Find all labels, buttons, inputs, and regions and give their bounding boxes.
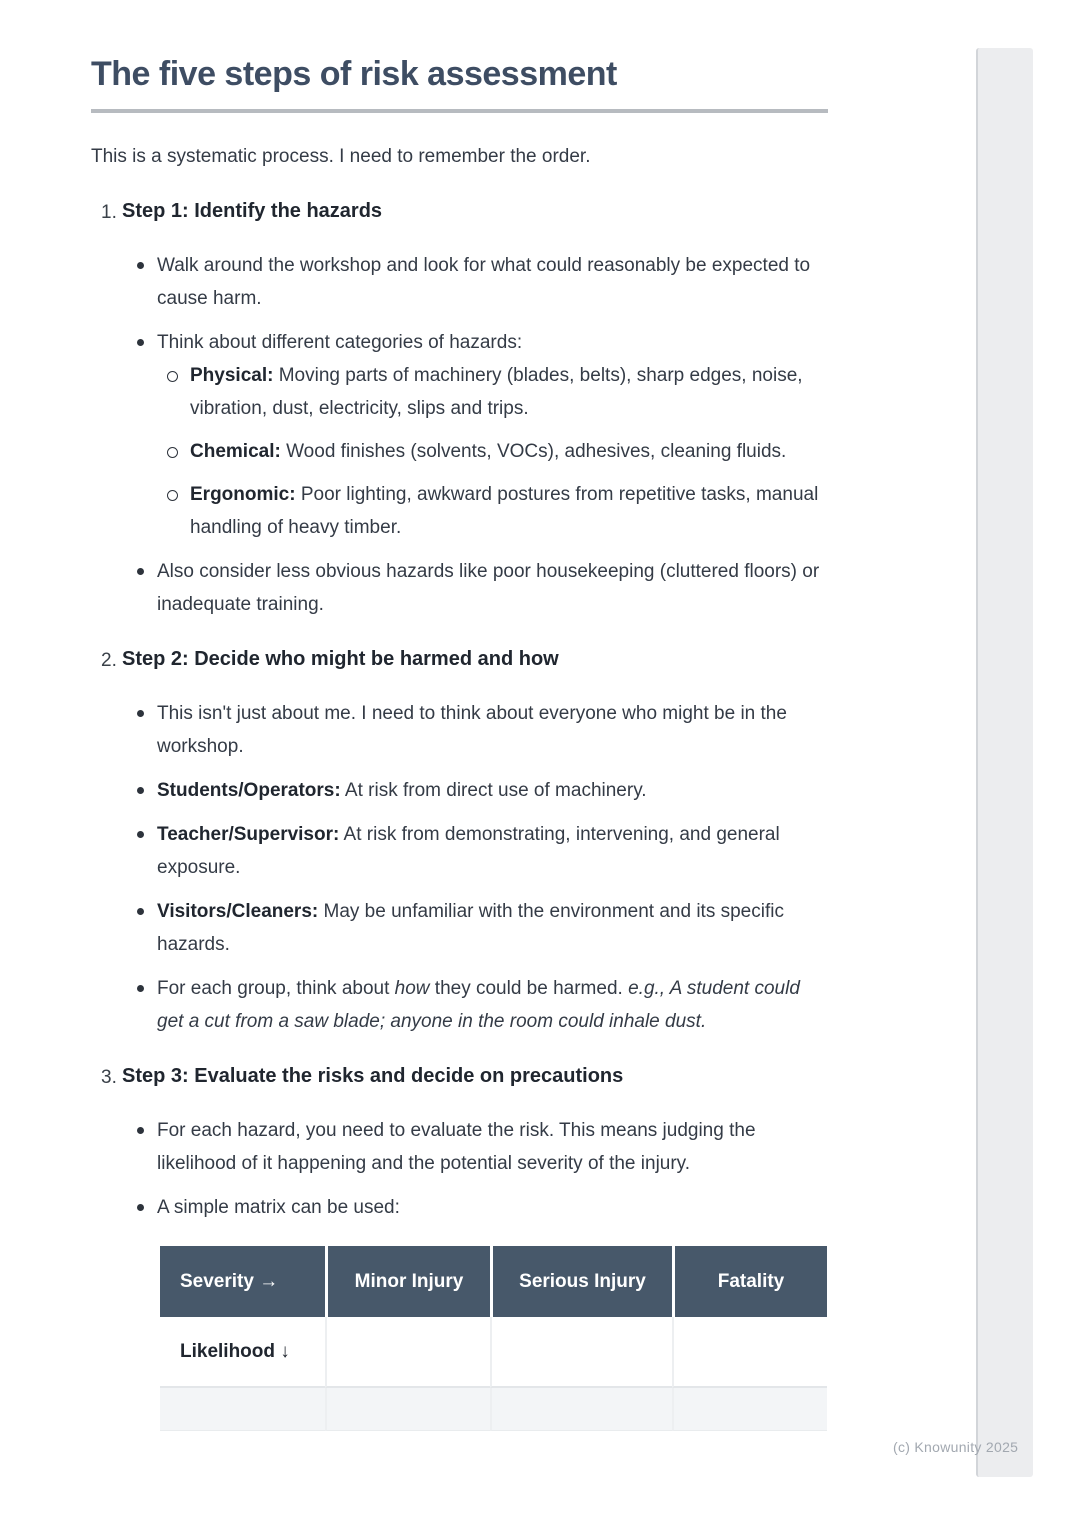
- bullet-item: [157, 818, 828, 884]
- step-2-title: Step 2: Decide who might be harmed and how: [122, 648, 559, 670]
- bullet-item: [157, 1114, 828, 1180]
- sub-bullet-item: [190, 478, 828, 544]
- step-1-number: 1.: [101, 202, 117, 223]
- step-3-title: Step 3: Evaluate the risks and decide on precautions: [122, 1065, 624, 1087]
- step-2-bullets: [91, 697, 828, 1038]
- bullet-item: [157, 895, 828, 961]
- document-content: [91, 0, 828, 1431]
- table-header-row: [160, 1246, 827, 1317]
- step-2-heading: [91, 643, 828, 676]
- bold-label: Physical:: [190, 365, 274, 386]
- step-3-bullets: [91, 1114, 828, 1224]
- step-1-title: Step 1: Identify the hazards: [122, 200, 383, 222]
- bullet-item: [157, 1191, 828, 1224]
- page-title: The five steps of risk assessment: [91, 55, 617, 93]
- step-1-heading: [91, 195, 828, 228]
- table-cell: [672, 1388, 827, 1431]
- bullet-text: Poor lighting, awkward postures from repetitive tasks, manual handling of heavy timber.: [190, 484, 819, 538]
- bullet-text: Walk around the workshop and look for what could reasonably be expected to cause harm.: [157, 255, 811, 309]
- table-header-severity: Severity →: [160, 1246, 325, 1317]
- bold-label: Students/Operators:: [157, 780, 341, 801]
- intro-text: This is a systematic process. I need to remember the order.: [91, 146, 591, 167]
- step-3-number: 3.: [101, 1067, 117, 1088]
- table-row: [160, 1388, 827, 1431]
- bullet-item: [157, 697, 828, 763]
- hazard-categories-sublist: [157, 359, 828, 544]
- step-2-section: [91, 643, 828, 1038]
- table-cell: [490, 1317, 672, 1388]
- bullet-text: May be unfamiliar with the environment and its specific hazards.: [157, 901, 784, 955]
- italic-text: e.g., A student could get a cut from a saw blade; anyone in the room could inhale dust.: [157, 978, 800, 1032]
- table-cell: [160, 1388, 325, 1431]
- watermark: (c) Knowunity 2025: [893, 1439, 1019, 1455]
- bullet-text: For each group, think about: [157, 978, 395, 999]
- sub-bullet-item: [190, 359, 828, 425]
- table-cell: [325, 1317, 490, 1388]
- bullet-item: [157, 555, 828, 621]
- bullet-item: [157, 774, 828, 807]
- bullet-text: This isn't just about me. I need to think about everyone who might be in the workshop.: [157, 703, 787, 757]
- step-1-bullets: [91, 249, 828, 621]
- row-label-likelihood: Likelihood ↓: [160, 1317, 325, 1388]
- title-divider: [91, 109, 828, 113]
- table-cell: [325, 1388, 490, 1431]
- bullet-text: they could be harmed.: [429, 978, 629, 999]
- bold-label: Chemical:: [190, 441, 281, 462]
- table-header-serious-injury: Serious Injury: [490, 1246, 672, 1317]
- italic-text: how: [394, 978, 430, 999]
- bold-label: Ergonomic:: [190, 484, 296, 505]
- bullet-text: Think about different categories of hazards:: [157, 332, 523, 353]
- bullet-item: [157, 972, 828, 1038]
- table-header-minor-injury: Minor Injury: [325, 1246, 490, 1317]
- bullet-text: Also consider less obvious hazards like poor housekeeping (cluttered floors) or inadequate training.: [157, 561, 820, 615]
- steps-list: [91, 195, 828, 1224]
- scrollbar-track[interactable]: [976, 48, 1033, 1477]
- bullet-text: For each hazard, you need to evaluate the risk. This means judging the likelihood of it happening and the potential severity of the injury.: [157, 1120, 756, 1174]
- bold-label: Teacher/Supervisor:: [157, 824, 340, 845]
- bullet-item: [157, 249, 828, 315]
- bullet-text: At risk from demonstrating, intervening, and general exposure.: [157, 824, 780, 878]
- table-cell: [672, 1317, 827, 1388]
- table-cell: [490, 1388, 672, 1431]
- bullet-text: At risk from direct use of machinery.: [340, 780, 647, 801]
- bullet-text: A simple matrix can be used:: [157, 1197, 400, 1218]
- risk-matrix-table: [160, 1246, 827, 1431]
- bullet-text: Moving parts of machinery (blades, belts), sharp edges, noise, vibration, dust, electricity, slips and trips.: [190, 365, 803, 419]
- table-row: [160, 1317, 827, 1388]
- bullet-text: Wood finishes (solvents, VOCs), adhesives, cleaning fluids.: [280, 441, 787, 462]
- bold-label: Visitors/Cleaners:: [157, 901, 319, 922]
- step-1-section: [91, 195, 828, 621]
- sub-bullet-item: [190, 435, 828, 468]
- step-3-heading: [91, 1060, 828, 1093]
- bullet-item: [157, 326, 828, 544]
- step-3-section: [91, 1060, 828, 1224]
- table-header-fatality: Fatality: [672, 1246, 827, 1317]
- step-2-number: 2.: [101, 650, 117, 671]
